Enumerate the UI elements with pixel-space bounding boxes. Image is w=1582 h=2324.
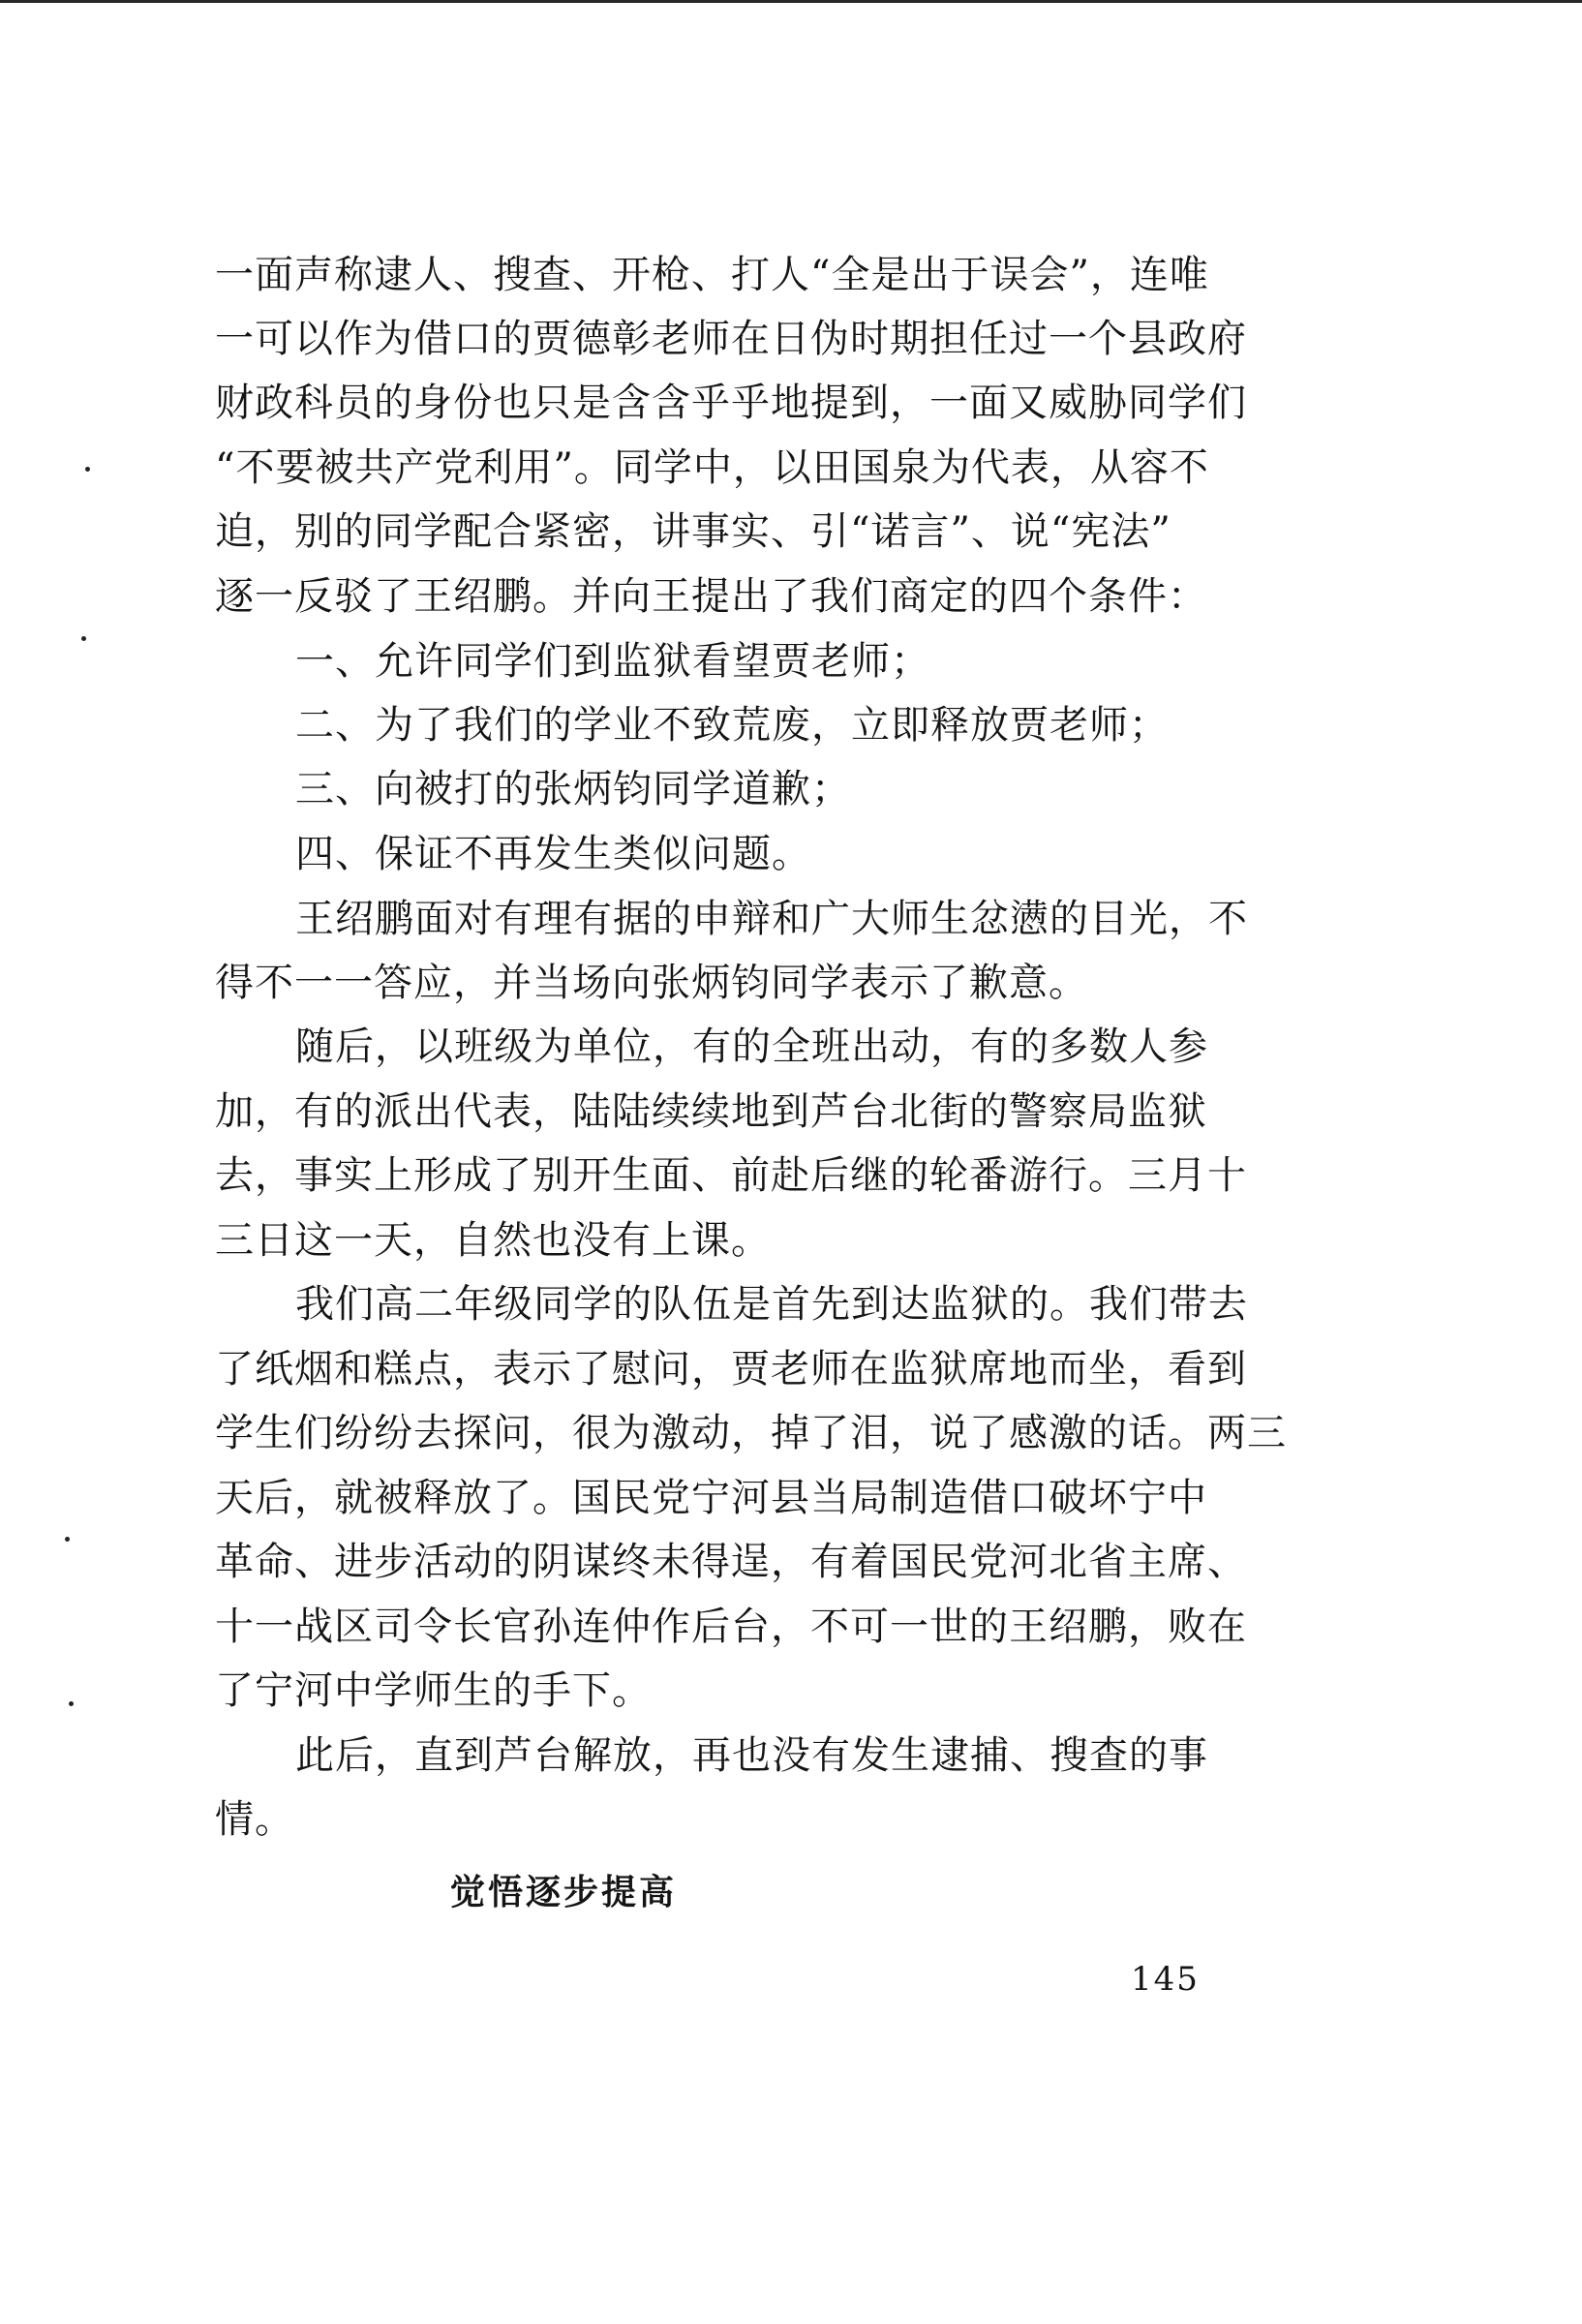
page-number: 145 bbox=[1131, 1960, 1200, 1999]
scan-speck bbox=[85, 467, 90, 472]
text-line: 一面声称逮人、搜查、开枪、打人“全是出于误会”，连唯 bbox=[215, 253, 1209, 297]
scan-speck bbox=[81, 636, 86, 641]
section-heading: 觉悟逐步提高 bbox=[450, 1872, 678, 1912]
text-line: 学生们纷纷去探问，很为激动，掉了泪，说了感激的话。两三 bbox=[215, 1411, 1287, 1455]
text-line: 三日这一天，自然也没有上课。 bbox=[215, 1218, 771, 1263]
text-line: 财政科员的身份也只是含含乎乎地提到，一面又威胁同学们 bbox=[215, 381, 1247, 425]
scan-speck bbox=[69, 1701, 74, 1706]
text-line: 三、向被打的张炳钧同学道歉； bbox=[295, 767, 851, 811]
text-line: 一、允许同学们到监狱看望贾老师； bbox=[295, 639, 930, 684]
scan-speck bbox=[65, 1537, 70, 1542]
text-line: 随后，以班级为单位，有的全班出动，有的多数人参 bbox=[295, 1024, 1208, 1069]
text-line: 二、为了我们的学业不致荒废，立即释放贾老师； bbox=[295, 703, 1169, 748]
text-line: 革命、进步活动的阴谋终未得逞，有着国民党河北省主席、 bbox=[215, 1540, 1247, 1584]
text-line: 了宁河中学师生的手下。 bbox=[215, 1668, 652, 1713]
text-line: 此后，直到芦台解放，再也没有发生逮捕、搜查的事 bbox=[295, 1733, 1208, 1778]
text-line: 迫，别的同学配合紧密，讲事实、引“诺言”、说“宪法” bbox=[215, 509, 1171, 554]
text-line: 逐一反驳了王绍鹏。并向王提出了我们商定的四个条件： bbox=[215, 574, 1207, 619]
text-line: 王绍鹏面对有理有据的申辩和广大师生忿懑的目光，不 bbox=[295, 897, 1248, 941]
text-line: “不要被共产党利用”。同学中，以田国泉为代表，从容不 bbox=[215, 445, 1209, 490]
text-line: 去，事实上形成了别开生面、前赴后继的轮番游行。三月十 bbox=[215, 1153, 1247, 1198]
text-line: 四、保证不再发生类似问题。 bbox=[295, 832, 811, 876]
text-line: 了纸烟和糕点，表示了慰问，贾老师在监狱席地而坐，看到 bbox=[215, 1347, 1247, 1391]
text-line: 一可以作为借口的贾德彰老师在日伪时期担任过一个县政府 bbox=[215, 317, 1247, 361]
text-line: 我们高二年级同学的队伍是首先到达监狱的。我们带去 bbox=[295, 1282, 1248, 1327]
text-line: 天后，就被释放了。国民党宁河县当局制造借口破坏宁中 bbox=[215, 1476, 1207, 1520]
text-line: 情。 bbox=[215, 1797, 294, 1842]
text-line: 加，有的派出代表，陆陆续续地到芦台北街的警察局监狱 bbox=[215, 1089, 1207, 1134]
text-line: 十一战区司令长官孙连仲作后台，不可一世的王绍鹏，败在 bbox=[215, 1605, 1247, 1649]
text-line: 得不一一答应，并当场向张炳钧同学表示了歉意。 bbox=[215, 961, 1088, 1005]
